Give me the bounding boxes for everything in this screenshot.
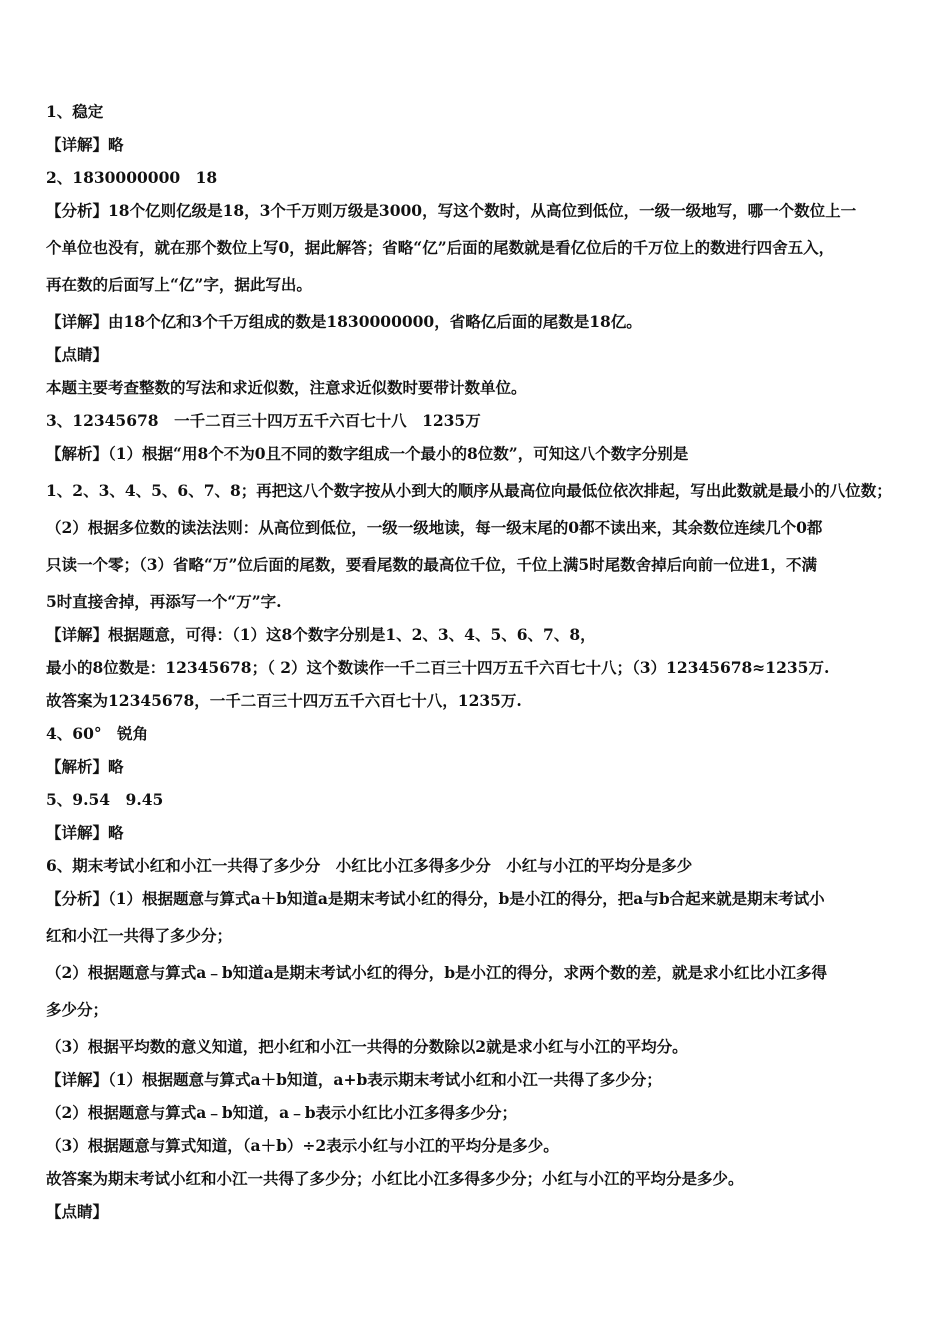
note-label-2: 【点睛】 <box>46 345 109 364</box>
detail-3-line-3: 故答案为12345678，一千二百三十四万五千六百七十八，1235万. <box>46 691 522 710</box>
answer-3: 3、12345678 一千二百三十四万五千六百七十八 1235万 <box>46 411 481 430</box>
detail-3-line-1: 【详解】根据题意，可得：（1）这8个数字分别是1、2、3、4、5、6、7、8， <box>46 625 596 644</box>
analysis-3-line-5: 5时直接舍掉，再添写一个“万”字. <box>46 592 282 611</box>
answer-1: 1、稳定 <box>46 102 104 121</box>
analysis-6-line-3: （2）根据题意与算式a﹣b知道a是期末考试小红的得分，b是小江的得分，求两个数的差，就是求小红比小江多得 <box>46 963 828 982</box>
analysis-6-line-2: 红和小江一共得了多少分； <box>46 926 233 945</box>
note-label-6: 【点睛】 <box>46 1202 109 1221</box>
analysis-2-line-1: 【分析】18个亿则亿级是18，3个千万则万级是3000，写这个数时，从高位到低位，一级一级地写，哪一个数位上一 <box>46 201 857 220</box>
analysis-3-line-3: （2）根据多位数的读法法则：从高位到低位，一级一级地读，每一级末尾的0都不读出来，其余数位连续几个0都 <box>46 518 823 537</box>
detail-2: 【详解】由18个亿和3个千万组成的数是1830000000，省略亿后面的尾数是18亿。 <box>46 312 642 331</box>
analysis-6-line-1: 【分析】（1）根据题意与算式a＋b知道a是期末考试小红的得分，b是小江的得分，把a与b合起来就是期末考试小 <box>46 889 825 908</box>
answer-content <box>46 100 908 1233</box>
answer-5: 5、9.54 9.45 <box>46 790 164 809</box>
detail-6-line-2: （2）根据题意与算式a﹣b知道，a﹣b表示小红比小江多得多少分； <box>46 1103 518 1122</box>
analysis-3-line-4: 只读一个零；（3）省略“万”位后面的尾数，要看尾数的最高位千位，千位上满5时尾数舍掉后向前一位进1，不满 <box>46 555 817 574</box>
answer-2: 2、1830000000 18 <box>46 168 218 187</box>
analysis-6-line-4: 多少分； <box>46 1000 109 1019</box>
analysis-6-line-5: （3）根据平均数的意义知道，把小红和小江一共得的分数除以2就是求小红与小江的平均分。 <box>46 1037 688 1056</box>
answer-4: 4、60° 锐角 <box>46 724 149 743</box>
detail-6-line-1: 【详解】（1）根据题意与算式a＋b知道，a+b表示期末考试小红和小江一共得了多少分； <box>46 1070 662 1089</box>
note-2: 本题主要考查整数的写法和求近似数，注意求近似数时要带计数单位。 <box>46 378 527 397</box>
analysis-2-line-2: 个单位也没有，就在那个数位上写0，据此解答；省略“亿”后面的尾数就是看亿位后的千万位上的数进行四舍五入， <box>46 238 835 257</box>
analysis-3-line-1: 【解析】（1）根据“用8个不为0且不同的数字组成一个最小的8位数”，可知这八个数字分别是 <box>46 444 689 463</box>
detail-6-line-3: （3）根据题意与算式知道，（a＋b）÷2表示小红与小江的平均分是多少。 <box>46 1136 559 1155</box>
answer-6: 6、期末考试小红和小江一共得了多少分 小红比小江多得多少分 小红与小江的平均分是多少 <box>46 856 693 875</box>
analysis-3-line-2: 1、2、3、4、5、6、7、8；再把这八个数字按从小到大的顺序从最高位向最低位依次排起，写出此数就是最小的八位数； <box>46 481 892 500</box>
analysis-2-line-3: 再在数的后面写上“亿”字，据此写出。 <box>46 275 312 294</box>
detail-3-line-2: 最小的8位数是：12345678；（ 2）这个数读作一千二百三十四万五千六百七十八；（3）12345678≈1235万. <box>46 658 830 677</box>
detail-6-line-4: 故答案为期末考试小红和小江一共得了多少分；小红比小江多得多少分；小红与小江的平均分是多少。 <box>46 1169 744 1188</box>
analysis-4: 【解析】略 <box>46 757 124 776</box>
detail-5: 【详解】略 <box>46 823 124 842</box>
detail-1: 【详解】略 <box>46 135 124 154</box>
